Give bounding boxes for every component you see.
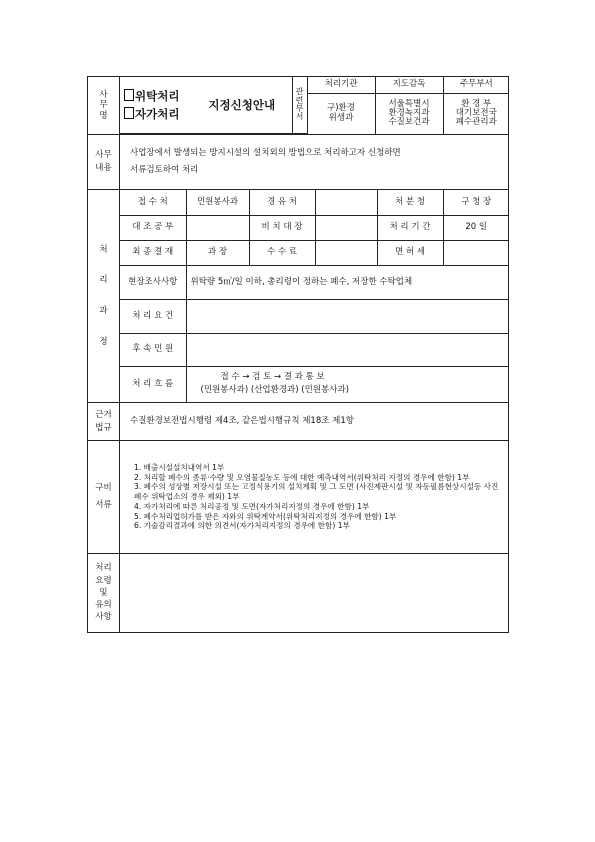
- option-self[interactable]: 자가처리: [124, 107, 192, 121]
- register-label: 비 치 대 장: [249, 215, 315, 240]
- site-survey-label: 현장조사사항: [120, 265, 186, 299]
- processing-period-label: 처 리 기 간: [377, 215, 443, 240]
- process-label: 처 리 과 정: [88, 190, 120, 403]
- disposal-office-value: 구 청 장: [443, 190, 509, 215]
- legal-basis: 수질환경보전법시행령 제4조, 같은법시행규칙 제18조 제1항: [120, 403, 509, 441]
- processing-period-value: 20 일: [443, 215, 509, 240]
- doc-item: 3. 폐수의 성상별 저장시설 또는 고정식용기의 설치계획 및 그 도면 (사진제판시설 및 자동필름현상시설등 사진폐수 위탁업소의 경우 제외) 1부: [134, 482, 499, 502]
- requirements-value: [186, 299, 509, 333]
- follow-up-value: [186, 333, 509, 366]
- checkbox-icon[interactable]: [124, 107, 134, 119]
- via-office-label: 경 유 처: [249, 190, 315, 215]
- requirements-label: 처 리 요 건: [120, 299, 186, 333]
- col-head-processing: 처리기관: [307, 77, 375, 93]
- via-office-value: [315, 190, 377, 215]
- process-flow-label: 처 리 흐 름: [120, 366, 186, 402]
- receipt-office-value: 민원봉사과: [186, 190, 249, 215]
- disposal-office-label: 처 분 청: [377, 190, 443, 215]
- col-head-supervision: 지도감독: [375, 77, 443, 93]
- supervising-agency: 서울특별시 환경녹지과 수질보건과: [375, 93, 443, 134]
- notes-content: [120, 554, 509, 633]
- final-approval-value: 과 장: [186, 240, 249, 265]
- notes-label: 처리 요령 및 유의 사항: [88, 554, 120, 633]
- fee-label: 수 수 료: [249, 240, 315, 265]
- register-value: [315, 215, 377, 240]
- follow-up-label: 후 속 민 원: [120, 333, 186, 366]
- fee-value: [315, 240, 377, 265]
- main-dept: 환 경 부 대기보전국 폐수관리과: [455, 99, 497, 127]
- affair-name-label: 사 무 명: [88, 77, 120, 135]
- doc-item: 1. 배출시설설치내역서 1부: [134, 462, 225, 472]
- process-flow: 접 수 → 검 토 → 결 과 통 보 (민원봉사과) (산업환경과) (민원봉사과): [200, 371, 349, 396]
- receipt-office-label: 접 수 처: [120, 190, 186, 215]
- option-entrusted[interactable]: 위탁처리: [124, 89, 192, 103]
- application-guide-form: [87, 76, 508, 633]
- license-tax-label: 면 허 세: [377, 240, 443, 265]
- ledger-check-value: [186, 215, 249, 240]
- license-tax-value: [443, 240, 509, 265]
- legal-basis-label: 근거 법규: [88, 403, 120, 441]
- ledger-check-label: 대 조 공 부: [120, 215, 186, 240]
- col-head-main-dept: 주무부서: [443, 77, 509, 93]
- required-docs: [120, 441, 509, 554]
- doc-item: 2. 처리할 폐수의 종류·수량 및 오염물질농도 등에 대한 예측내역서(위탁처리 지정의 경우에 한함) 1부: [134, 472, 470, 482]
- doc-item: 4. 자가처리에 따른 처리공정 및 도면(자가처리지정의 경우에 한함) 1부: [134, 501, 370, 511]
- final-approval-label: 최 종 결 재: [120, 240, 186, 265]
- site-survey-value: 위탁량 5㎥/일 이하, 총리령이 정하는 폐수, 저장한 수탁업체: [186, 265, 509, 299]
- processing-agency: 구)환경 위생과: [307, 93, 375, 134]
- form-title: 지정신청안내: [192, 77, 292, 134]
- form-table: [87, 76, 509, 633]
- related-dept-label: 관 련 부 서: [292, 77, 307, 134]
- affair-content: 사업장에서 발생되는 방지시설의 설치외의 방법으로 처리하고자 신청하면 서류검토하여 처리: [120, 135, 509, 190]
- checkbox-icon[interactable]: [124, 89, 134, 101]
- doc-item: 6. 기술감리결과에 의한 의견서(자가처리지정의 경우에 한함) 1부: [134, 521, 350, 531]
- process-type-options: [120, 77, 192, 134]
- affair-content-label: 사무 내용: [88, 135, 120, 190]
- doc-item: 5. 폐수처리업허가를 받은 자와의 위탁계약서(위탁처리지정의 경우에 한함) 1부: [134, 511, 397, 521]
- required-docs-label: 구비 서류: [88, 441, 120, 554]
